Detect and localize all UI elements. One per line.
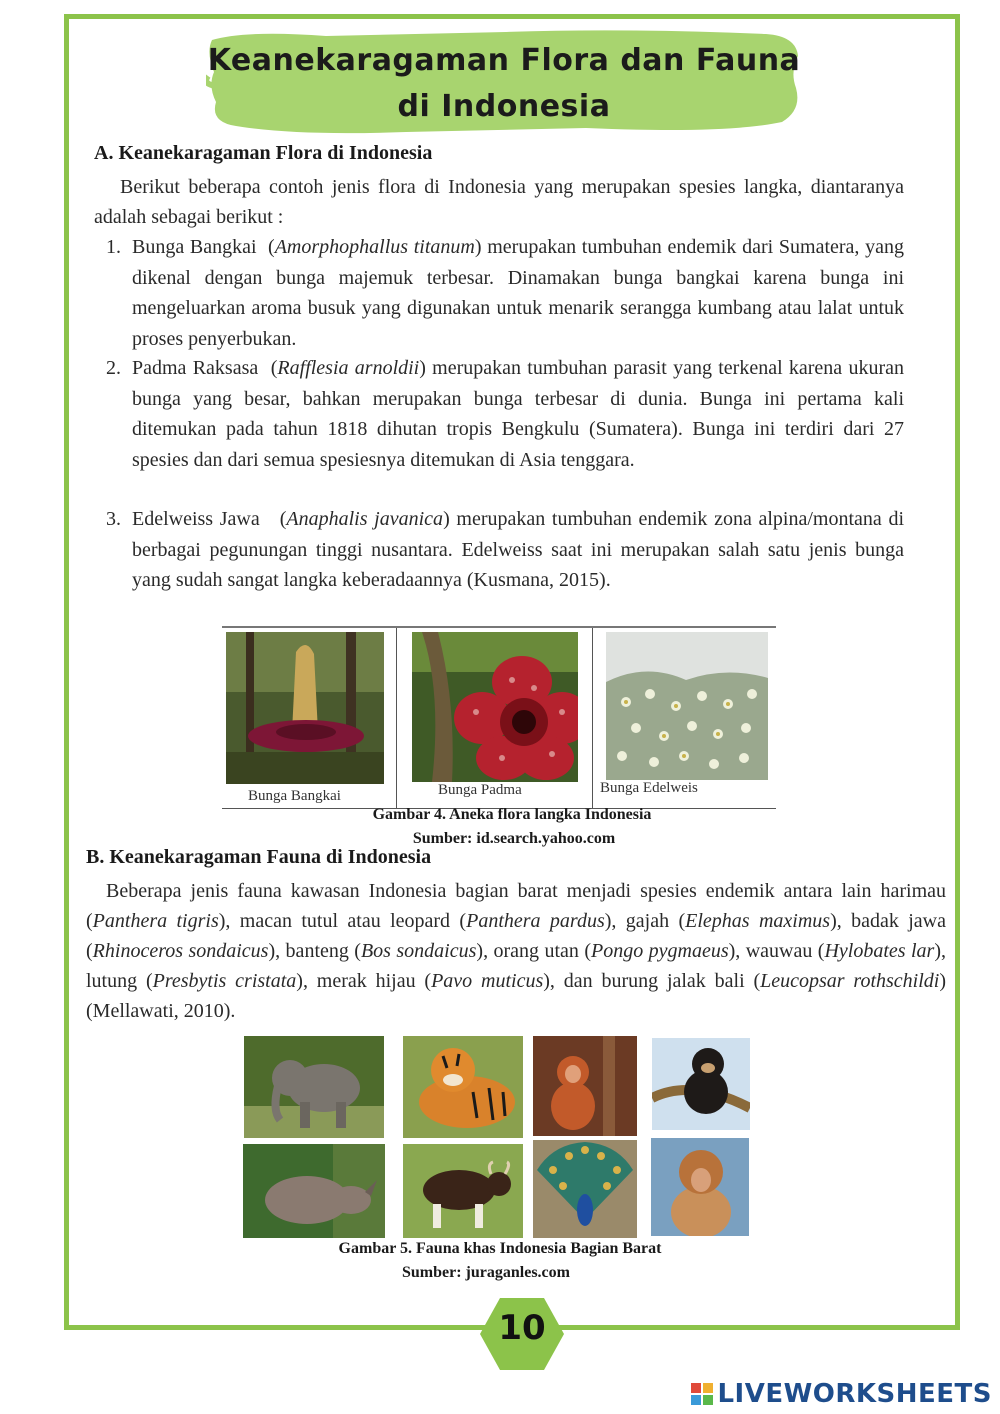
flora-item-3: 3. Edelweiss Jawa (Anaphalis javanica) merupakan tumbuhan endemik zona alpina/montana di berbagai pegunungan tinggi nusantara. Edelweiss saat ini merupakan salah satu jenis bunga yang sudah sangat langka keberadaannya (Kusmana, 2015).	[106, 504, 904, 596]
list-number: 2.	[106, 357, 121, 379]
photo-label-padma: Bunga Padma	[438, 782, 522, 798]
gajah-image	[244, 1036, 384, 1138]
bekantan-image	[651, 1138, 749, 1236]
figure-4-caption: Gambar 4. Aneka flora langka Indonesia	[372, 806, 652, 823]
title-line-2: di Indonesia	[397, 89, 611, 124]
page-title	[206, 38, 802, 130]
flora-description: merupakan tumbuhan parasit yang terkenal karena ukuran bunga yang besar, bahkan merupakan bunga terbesar di dunia. Bunga ini pertama kali ditemukan pada tahun 1818 dihutan tropis Bengkulu (Sumatera). Bunga ini terdiri dari 27 spesies dan dari semua spesiesnya ditemukan di Asia tenggara.	[132, 357, 904, 471]
flora-description: merupakan tumbuhan endemik dari Sumatera, yang dikenal dengan bunga majemuk terbesar. Dinamakan bunga bangkai karena bunga ini mengeluarkan aroma busuk yang digunakan untuk menarik serangga kumbang atau lalat untuk proses penyerbukan.	[132, 236, 905, 350]
flora-name: Padma Raksasa	[132, 357, 259, 379]
section-b-heading: B. Keanekaragaman Fauna di Indonesia	[86, 846, 432, 868]
bunga-padma-image	[412, 632, 578, 782]
badak-image	[243, 1144, 385, 1238]
harimau-image	[403, 1036, 523, 1138]
flora-item-1: 1. Bunga Bangkai (Amorphophallus titanum) merupakan tumbuhan endemik dari Sumatera, yang dikenal dengan bunga majemuk terbesar. Dinamakan bunga bangkai karena bunga ini mengeluarkan aroma busuk yang digunakan untuk menarik serangga kumbang atau lalat untuk proses penyerbukan.	[106, 232, 904, 354]
merak-image	[533, 1140, 637, 1238]
title-banner	[206, 26, 802, 138]
flora-name: Bunga Bangkai	[132, 236, 257, 258]
photo-label-bangkai: Bunga Bangkai	[248, 788, 341, 804]
bunga-bangkai-image	[226, 632, 384, 784]
section-a-intro: Berikut beberapa contoh jenis flora di Indonesia yang merupakan spesies langka, diantaranya adalah sebagai berikut :	[94, 176, 904, 228]
beruang-image	[652, 1038, 750, 1130]
flora-latin: Amorphophallus titanum	[274, 236, 475, 258]
flora-name: Edelweiss Jawa	[132, 508, 260, 530]
orang-utan-image	[533, 1036, 637, 1136]
list-number: 1.	[106, 236, 121, 258]
banteng-image	[403, 1144, 523, 1238]
page-number: 10	[498, 1308, 546, 1348]
section-a-heading: A. Keanekaragaman Flora di Indonesia	[94, 142, 433, 164]
photo-divider	[592, 628, 593, 808]
figure-5-caption: Gambar 5. Fauna khas Indonesia Bagian Barat	[338, 1240, 662, 1257]
photo-label-edelweis: Bunga Edelweis	[600, 780, 698, 796]
brand-text: LIVEWORKSHEETS	[717, 1379, 992, 1409]
flora-item-2: 2. Padma Raksasa (Rafflesia arnoldii) merupakan tumbuhan parasit yang terkenal karena ukuran bunga yang besar, bahkan merupakan bunga terbesar di dunia. Bunga ini pertama kali ditemukan pada tahun 1818 dihutan tropis Bengkulu (Sumatera). Bunga ini terdiri dari 27 spesies dan dari semua spesiesnya ditemukan di Asia tenggara.	[106, 353, 904, 475]
photo-divider	[396, 628, 397, 808]
flora-latin: Rafflesia arnoldii	[277, 357, 420, 379]
title-line-1: Keanekaragaman Flora dan Fauna	[207, 43, 801, 78]
flora-description: merupakan tumbuhan endemik zona alpina/montana di berbagai pegunungan tinggi nusantara. Edelweiss saat ini merupakan salah satu jenis bunga yang sudah sangat langka keberadaannya (Kusmana, 2015).	[132, 508, 905, 591]
list-number: 3.	[106, 508, 121, 530]
bunga-edelweis-image	[606, 632, 768, 780]
figure-4-source: Sumber: id.search.yahoo.com	[412, 830, 616, 847]
flora-photo-strip	[222, 626, 776, 809]
section-b-paragraph: Beberapa jenis fauna kawasan Indonesia bagian barat menjadi spesies endemik antara lain harimau (Panthera tigris), macan tutul atau leopard (Panthera pardus), gajah (Elephas maximus), badak jawa (Rhinoceros sondaicus), banteng (Bos sondaicus), orang utan (Pongo pygmaeus), wauwau (Hylobates lar), lutung (Presbytis cristata), merak hijau (Pavo muticus), dan burung jalak bali (Leucopsar rothschildi) (Mellawati, 2010).	[86, 880, 947, 1022]
liveworksheets-logo-icon	[691, 1383, 713, 1405]
figure-5-source: Sumber: juraganles.com	[402, 1264, 570, 1281]
brand-watermark	[691, 1378, 992, 1410]
page-number-badge	[478, 1296, 566, 1372]
flora-latin: Anaphalis javanica	[286, 508, 444, 530]
